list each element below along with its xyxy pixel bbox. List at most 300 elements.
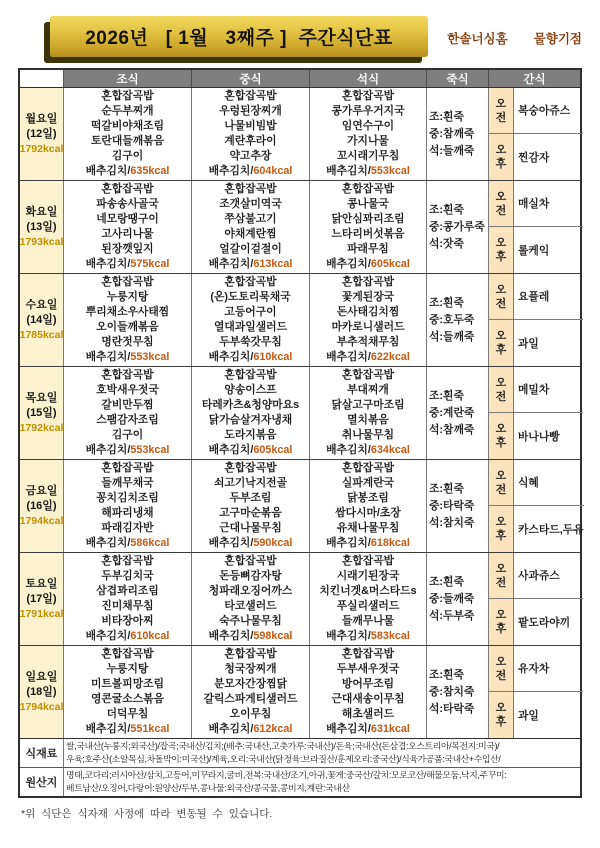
menu-item: 고사리나물	[101, 228, 154, 240]
kimchi-label: 배추김치/	[326, 630, 371, 642]
dinner-kcal: 634kcal	[370, 444, 410, 456]
menu-item: 순두부찌개	[101, 105, 154, 117]
menu-item: 조:흰죽	[429, 203, 464, 216]
breakfast-menu-list	[91, 647, 164, 722]
snack-am-item: 복숭아쥬스	[514, 88, 583, 134]
snack-pm-label: 오후	[495, 516, 507, 542]
menu-item: 쌈다시마/초장	[335, 507, 401, 519]
snack-pm-label: 오후	[495, 702, 507, 728]
day-date: (17일)	[26, 592, 57, 605]
day-name: 수요일	[25, 298, 58, 311]
porridge-cell	[427, 181, 489, 273]
origin-line: 우육;호주산(소알목심,차돌박이:미국산)/계육,오리:국내산(닭정육:브라질산/훈제오리:중국산)/식육가공품:국내산+수입산/	[66, 754, 501, 764]
breakfast-menu-list	[86, 275, 169, 350]
menu-item: 혼합잡곡밥	[224, 462, 277, 474]
menu-item: 석:두부죽	[429, 609, 475, 622]
menu-item: 혼합잡곡밥	[224, 183, 277, 195]
menu-item: 파래김자반	[101, 522, 154, 534]
menu-item: 돈등뼈감자탕	[219, 570, 282, 582]
kimchi-line	[86, 536, 170, 551]
snack-pm-label: 오후	[495, 144, 507, 170]
kimchi-line	[86, 350, 170, 365]
menu-item: 조:흰죽	[429, 668, 464, 681]
menu-item: 석:들깨죽	[429, 330, 475, 343]
kimchi-line	[326, 257, 410, 272]
snack-cell	[489, 460, 583, 552]
snack-cell	[489, 553, 583, 645]
snack-cell	[489, 646, 583, 738]
breakfast-cell	[64, 274, 192, 366]
snack-cell	[489, 88, 583, 180]
kimchi-line	[209, 257, 293, 272]
breakfast-cell	[64, 367, 192, 459]
menu-item: 혼합잡곡밥	[101, 183, 154, 195]
snack-am-label: 오전	[495, 190, 507, 217]
menu-item: 숙주나물무침	[219, 615, 282, 627]
menu-item: 갈릭스파게티샐러드	[203, 693, 298, 705]
dinner-menu-list	[331, 275, 404, 350]
kimchi-label: 배추김치/	[85, 444, 131, 456]
dinner-kcal: 583kcal	[370, 630, 410, 642]
snack-pm-label: 오후	[495, 609, 507, 635]
origin-row-source	[20, 768, 580, 796]
menu-item: 도라지볶음	[224, 429, 277, 441]
kimchi-line	[86, 722, 170, 737]
dinner-kcal: 631kcal	[370, 723, 410, 735]
day-name: 일요일	[25, 670, 58, 683]
snack-am-label: 오전	[495, 376, 507, 403]
menu-item: 고등어구이	[224, 306, 277, 318]
snack-am-item: 사과쥬스	[514, 553, 583, 599]
menu-item: 삼겹꽈리조림	[96, 585, 159, 597]
lunch-kcal: 605kcal	[253, 444, 293, 456]
menu-item: 부추적채무침	[336, 336, 400, 348]
menu-item: 고구마순볶음	[219, 507, 282, 519]
menu-item: 혼합잡곡밥	[341, 183, 395, 195]
menu-item: 혼합잡곡밥	[101, 648, 154, 660]
menu-item: 혼합잡곡밥	[224, 90, 277, 102]
lunch-cell	[192, 367, 310, 459]
menu-item: 혼합잡곡밥	[101, 276, 154, 288]
lunch-menu-list	[214, 461, 287, 536]
snack-am-cell	[489, 460, 514, 506]
dinner-menu-list	[331, 647, 404, 722]
menu-item: 꽃게된장국	[341, 291, 395, 303]
kimchi-label: 배추김치/	[85, 351, 131, 363]
kimchi-line	[326, 164, 410, 179]
menu-item: 혼합잡곡밥	[224, 555, 277, 567]
kimchi-label: 배추김치/	[326, 537, 371, 549]
menu-item: 열대과일샐러드	[213, 321, 287, 333]
menu-item: 부대찌개	[347, 384, 389, 396]
lunch-menu-list	[210, 275, 290, 350]
snack-pm-cell	[489, 692, 514, 738]
kimchi-line	[209, 629, 293, 644]
menu-item: 혼합잡곡밥	[224, 369, 277, 381]
day-row	[20, 274, 580, 367]
menu-item: 조갯살미역국	[219, 198, 282, 210]
menu-item: 계란후라이	[224, 135, 277, 147]
porridge-cell	[427, 367, 489, 459]
origin-line: 베트남산/오징어,다랑어:원양산/두부,콩나물:외국산/콩국물,콩비지,계란:국내산	[66, 783, 350, 793]
snack-am-label: 오전	[495, 283, 507, 310]
day-label-cell	[20, 646, 64, 738]
menu-item: 혼합잡곡밥	[341, 369, 395, 381]
day-name: 목요일	[25, 391, 58, 404]
menu-item: 나물비빔밥	[224, 120, 277, 132]
day-row	[20, 88, 580, 181]
menu-item: 취나물무침	[341, 429, 395, 441]
snack-am-cell	[489, 367, 514, 413]
menu-item: 석:타락죽	[429, 702, 475, 715]
menu-item: 유채나물무침	[336, 522, 400, 534]
kimchi-label: 배추김치/	[326, 444, 371, 456]
menu-item: 석:참치죽	[429, 516, 475, 529]
menu-item: 얼갈이겉절이	[219, 243, 282, 255]
kimchi-label: 배추김치/	[326, 165, 371, 177]
table-header-row	[20, 70, 580, 88]
menu-item: 김구이	[111, 150, 144, 162]
menu-item: 오이들깨볶음	[96, 321, 159, 333]
header-corner-cell	[20, 70, 64, 87]
snack-am-label: 오전	[495, 469, 507, 496]
menu-item: 김구이	[111, 429, 144, 441]
menu-item: 혼합잡곡밥	[224, 648, 277, 660]
snack-pm-label: 오후	[495, 237, 507, 263]
facility-name: 한솔너싱홈	[447, 32, 508, 46]
menu-item: 콩가루우거지국	[331, 105, 405, 117]
menu-item: 조:흰죽	[429, 575, 464, 588]
porridge-cell	[427, 553, 489, 645]
menu-item: 임연수구이	[341, 120, 395, 132]
menu-item: 명란젓무침	[101, 336, 154, 348]
menu-item: 혼합잡곡밥	[341, 276, 395, 288]
dinner-cell	[310, 460, 427, 552]
snack-pm-item: 과일	[518, 337, 539, 350]
lunch-cell	[192, 274, 310, 366]
lunch-cell	[192, 553, 310, 645]
lunch-kcal: 598kcal	[253, 630, 293, 642]
breakfast-menu-list	[96, 182, 159, 257]
snack-am-cell	[489, 646, 514, 692]
dinner-kcal: 553kcal	[370, 165, 410, 177]
lunch-cell	[192, 88, 310, 180]
menu-item: 스팸감자조림	[96, 414, 159, 426]
dinner-menu-list	[331, 89, 404, 164]
dinner-menu-list	[331, 368, 404, 443]
menu-item: 중:참깨죽	[429, 127, 475, 140]
snack-cell	[489, 367, 583, 459]
menu-item: 쇠고기낙지전골	[213, 477, 287, 489]
menu-item: 네모랑땡구이	[96, 213, 159, 225]
day-date: (16일)	[26, 499, 57, 512]
breakfast-kcal: 610kcal	[130, 630, 170, 642]
menu-item: 파래무침	[347, 243, 389, 255]
snack-am-label: 오전	[495, 562, 507, 589]
menu-item: 중:참치죽	[429, 685, 475, 698]
snack-am-item: 매실차	[514, 181, 583, 227]
day-row	[20, 553, 580, 646]
kimchi-label: 배추김치/	[208, 723, 254, 735]
kimchi-label: 배추김치/	[326, 258, 371, 270]
origin-label: 원산지	[20, 768, 64, 796]
kimchi-line	[86, 257, 170, 272]
kimchi-label: 배추김치/	[85, 165, 131, 177]
menu-item: 분모자간장찜닭	[213, 678, 287, 690]
breakfast-kcal: 553kcal	[130, 351, 170, 363]
kimchi-label: 배추김치/	[326, 351, 371, 363]
kimchi-line	[326, 350, 410, 365]
lunch-cell	[192, 460, 310, 552]
snack-pm-item: 롤케익	[518, 244, 550, 257]
menu-item: 혼합잡곡밥	[341, 555, 395, 567]
menu-item: 중:타락죽	[429, 499, 475, 512]
snack-pm-cell	[489, 599, 514, 645]
facility-header	[447, 29, 582, 47]
kimchi-line	[326, 722, 410, 737]
breakfast-kcal: 635kcal	[130, 165, 170, 177]
menu-item: 파송송사골국	[96, 198, 159, 210]
menu-body	[20, 88, 584, 739]
menu-item: 혼합잡곡밥	[101, 462, 154, 474]
porridge-cell	[427, 646, 489, 738]
lunch-cell	[192, 181, 310, 273]
day-row	[20, 367, 580, 460]
menu-item: 혼합잡곡밥	[101, 369, 154, 381]
menu-item: 조:흰죽	[429, 296, 464, 309]
snack-am-cell	[489, 274, 514, 320]
breakfast-menu-list	[96, 554, 159, 629]
breakfast-kcal: 586kcal	[130, 537, 170, 549]
menu-item: 우렁된장찌개	[219, 105, 282, 117]
title-bar	[50, 16, 428, 57]
kimchi-label: 배추김치/	[208, 444, 254, 456]
kimchi-line	[326, 443, 410, 458]
kimchi-label: 배추김치/	[85, 723, 131, 735]
dinner-kcal: 618kcal	[370, 537, 410, 549]
snack-am-cell	[489, 553, 514, 599]
menu-item: 혼합잡곡밥	[341, 648, 395, 660]
menu-item: 닭가슴살겨자냉채	[208, 414, 293, 426]
dinner-cell	[310, 88, 427, 180]
menu-item: 토란대들깨볶음	[90, 135, 164, 147]
dinner-cell	[310, 367, 427, 459]
menu-item: 꽁치김치조림	[96, 492, 159, 504]
lunch-menu-list	[209, 554, 292, 629]
menu-item: 닭봉조림	[347, 492, 389, 504]
day-total-kcal: 1792kcal	[20, 142, 64, 155]
lunch-menu-list	[202, 368, 299, 443]
menu-item: 닭살고구마조림	[331, 399, 405, 411]
menu-table	[18, 68, 582, 798]
lunch-menu-list	[219, 89, 282, 164]
dinner-cell	[310, 553, 427, 645]
menu-item: 방어무조림	[341, 678, 395, 690]
header-dinner: 석식	[310, 70, 427, 87]
menu-item: 혼합잡곡밥	[341, 462, 395, 474]
menu-item: 꼬시래기무침	[336, 150, 400, 162]
lunch-cell	[192, 646, 310, 738]
day-total-kcal: 1792kcal	[20, 421, 64, 434]
origin-row-ingredients	[20, 739, 580, 768]
day-label-cell	[20, 181, 64, 273]
lunch-kcal: 613kcal	[253, 258, 293, 270]
kimchi-label: 배추김치/	[85, 258, 131, 270]
day-row	[20, 181, 580, 274]
menu-item: 오이무침	[229, 708, 272, 720]
dinner-menu-list	[335, 461, 401, 536]
menu-item: 비타장아찌	[101, 615, 154, 627]
dinner-cell	[310, 181, 427, 273]
menu-item: 갈비만두찜	[101, 399, 154, 411]
snack-pm-label: 오후	[495, 330, 507, 356]
day-date: (12일)	[26, 127, 57, 140]
snack-am-cell	[489, 88, 514, 134]
menu-item: 조:흰죽	[429, 389, 464, 402]
breakfast-cell	[64, 646, 192, 738]
menu-item: 된장깻잎지	[101, 243, 154, 255]
menu-item: 두부쑥갓무침	[219, 336, 282, 348]
menu-item: 콩나물국	[347, 198, 389, 210]
day-label-cell	[20, 553, 64, 645]
menu-item: (온)도토리묵채국	[210, 291, 291, 303]
menu-item: 혼합잡곡밥	[224, 276, 277, 288]
menu-item: 두부김치국	[101, 570, 154, 582]
snack-am-cell	[489, 181, 514, 227]
kimchi-line	[86, 164, 170, 179]
snack-pm-cell	[489, 506, 514, 552]
menu-item: 혼합잡곡밥	[101, 555, 154, 567]
porridge-cell	[427, 274, 489, 366]
day-total-kcal: 1785kcal	[20, 328, 64, 341]
footnote: *위 식단은 식자재 사정에 따라 변동될 수 있습니다.	[21, 808, 273, 820]
menu-item: 시래기된장국	[336, 570, 400, 582]
menu-item: 조:흰죽	[429, 482, 464, 495]
menu-item: 청파래오징어까스	[208, 585, 293, 597]
porridge-cell	[427, 88, 489, 180]
kimchi-line	[326, 629, 410, 644]
menu-item: 미트볼피망조림	[90, 678, 164, 690]
kimchi-label: 배추김치/	[326, 723, 371, 735]
breakfast-menu-list	[96, 461, 159, 536]
header-lunch: 중식	[192, 70, 310, 87]
lunch-kcal: 590kcal	[253, 537, 293, 549]
day-total-kcal: 1791kcal	[20, 607, 64, 620]
kimchi-line	[209, 722, 293, 737]
menu-item: 석:들깨죽	[429, 144, 475, 157]
branch-name: 물향기점	[533, 32, 582, 46]
day-name: 화요일	[25, 205, 58, 218]
snack-pm-cell	[489, 413, 514, 459]
origin-line: 명태,코다리;러시아산/삼치,고등어,미꾸라지,굴비,전복:국내산/조기,아귀,꽃게:중국산/갈치:모로코산/해물모둠,낙지,주꾸미:	[66, 770, 507, 780]
snack-pm-cell	[489, 134, 514, 180]
breakfast-cell	[64, 181, 192, 273]
kimchi-label: 배추김치/	[85, 537, 131, 549]
snack-pm-item: 카스타드,두유	[518, 523, 584, 536]
dinner-cell	[310, 646, 427, 738]
kimchi-label: 배추김치/	[208, 351, 254, 363]
breakfast-kcal: 553kcal	[130, 444, 170, 456]
day-row	[20, 646, 580, 739]
day-total-kcal: 1794kcal	[20, 700, 64, 713]
snack-pm-label: 오후	[495, 423, 507, 449]
kimchi-label: 배추김치/	[208, 537, 254, 549]
porridge-cell	[427, 460, 489, 552]
snack-pm-item: 팥도라야끼	[518, 616, 571, 629]
menu-item: 떡갈비야채조림	[90, 120, 164, 132]
breakfast-menu-list	[91, 89, 164, 164]
menu-item: 치킨너겟&머스타드s	[319, 585, 417, 597]
snack-pm-item: 과일	[518, 709, 539, 722]
kimchi-label: 배추김치/	[208, 165, 254, 177]
header-porridge: 죽식	[427, 70, 489, 87]
kimchi-label: 배추김치/	[208, 258, 254, 270]
kimchi-line	[86, 443, 170, 458]
menu-item: 혼합잡곡밥	[101, 90, 154, 102]
snack-pm-item: 바나나빵	[518, 430, 560, 443]
day-label-cell	[20, 88, 64, 180]
menu-item: 더덕무침	[106, 708, 149, 720]
menu-item: 청국장찌개	[224, 663, 277, 675]
day-total-kcal: 1793kcal	[20, 235, 64, 248]
day-date: (13일)	[26, 220, 57, 233]
snack-am-item: 유자차	[514, 646, 583, 692]
origin-line: 쌀,국내산(누룽지;외국산)/잡곡;국내산/김치;(배추:국내산,고춧가루:국내산)/돈육;국내산(돈삼겹:오스트리아/목전지:미국)/	[66, 741, 500, 751]
snack-pm-item: 찐감자	[518, 151, 550, 164]
snack-cell	[489, 274, 583, 366]
dinner-kcal: 622kcal	[370, 351, 410, 363]
menu-item: 들깨무나물	[341, 615, 395, 627]
menu-item: 근대나물무침	[219, 522, 282, 534]
kimchi-line	[86, 629, 170, 644]
menu-item: 중:콩가루죽	[429, 220, 485, 233]
menu-item: 누룽지탕	[106, 291, 149, 303]
dinner-menu-list	[331, 182, 404, 257]
dinner-kcal: 605kcal	[370, 258, 410, 270]
menu-item: 조:흰죽	[429, 110, 464, 123]
menu-item: 석:참깨죽	[429, 423, 475, 436]
menu-item: 해파리냉채	[101, 507, 154, 519]
day-name: 토요일	[25, 577, 58, 590]
snack-cell	[489, 181, 583, 273]
snack-am-item: 식혜	[514, 460, 584, 506]
page-title: 2026년 [ 1월 3째주 ] 주간식단표	[85, 28, 393, 49]
menu-item: 해초샐러드	[341, 708, 395, 720]
menu-item: 느타리버섯볶음	[331, 228, 405, 240]
lunch-kcal: 610kcal	[253, 351, 293, 363]
lunch-menu-list	[219, 182, 282, 257]
day-label-cell	[20, 367, 64, 459]
origin-label: 식재료	[20, 739, 64, 767]
menu-item: 두부조림	[229, 492, 272, 504]
menu-item: 타레카츠&청양마요s	[201, 399, 300, 411]
snack-pm-cell	[489, 320, 514, 366]
day-date: (15일)	[26, 406, 57, 419]
kimchi-line	[209, 443, 293, 458]
lunch-kcal: 604kcal	[253, 165, 293, 177]
header-breakfast: 조식	[64, 70, 192, 87]
dinner-cell	[310, 274, 427, 366]
menu-item: 가지나물	[347, 135, 389, 147]
breakfast-kcal: 551kcal	[130, 723, 170, 735]
menu-item: 영콘굴소스볶음	[90, 693, 164, 705]
snack-am-label: 오전	[495, 97, 507, 124]
menu-item: 두부새우젓국	[336, 663, 400, 675]
lunch-kcal: 612kcal	[253, 723, 293, 735]
day-row	[20, 460, 584, 553]
menu-item: 닭안심꽈리조림	[331, 213, 405, 225]
menu-item: 푸실리샐러드	[336, 600, 400, 612]
